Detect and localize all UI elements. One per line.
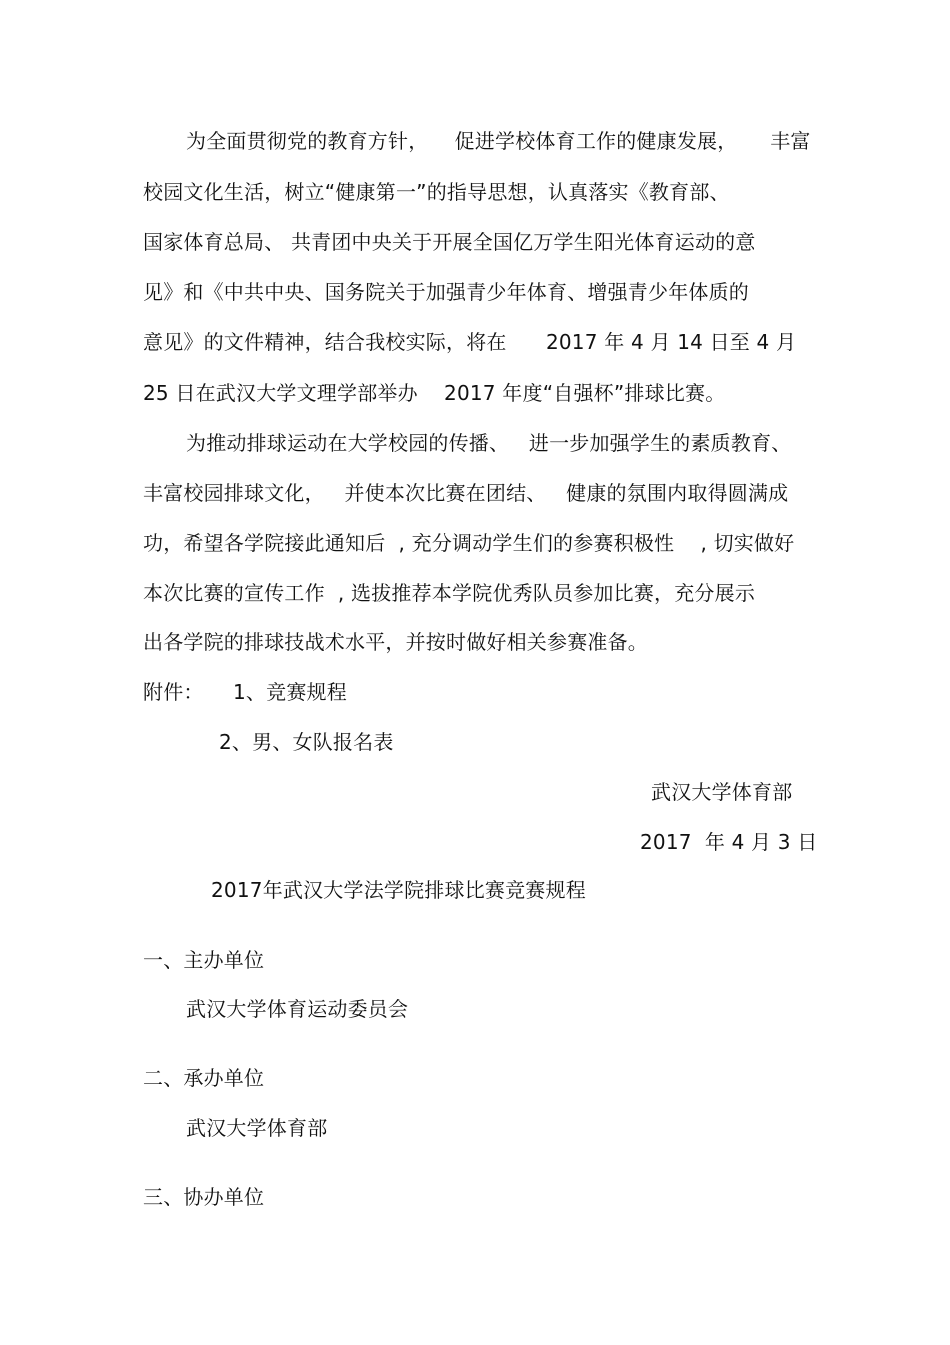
notice-paragraph1-line3: 国家体育总局、 共青团中央关于开展全国亿万学生阳光体育运动的意 <box>143 230 756 254</box>
section2-body: 武汉大学体育部 <box>186 1116 328 1140</box>
signature: 武汉大学体育部 <box>651 780 793 804</box>
rules-title: 2017年武汉大学法学院排球比赛竞赛规程 <box>211 878 586 902</box>
notice-paragraph2-line5: 出各学院的排球技战术水平，并按时做好相关参赛准备。 <box>143 630 648 654</box>
notice-paragraph2-line1: 为推动排球运动在大学校园的传播、 进一步加强学生的素质教育、 <box>186 431 792 455</box>
attachment-item-1: 1、竞赛规程 <box>233 680 347 704</box>
notice-paragraph2-line2: 丰富校园排球文化， 并使本次比赛在团结、 健康的氛围内取得圆满成 <box>143 481 789 505</box>
notice-paragraph1-line2: 校园文化生活，树立“健康第一”的指导思想，认真落实《教育部、 <box>143 180 730 204</box>
section1-heading: 一、主办单位 <box>143 948 265 972</box>
attachment-item-2: 2、男、女队报名表 <box>219 730 394 754</box>
notice-paragraph1-line5: 意见》的文件精神，结合我校实际，将在 2017 年 4 月 14 日至 4 月 <box>143 330 797 354</box>
notice-paragraph2-line3: 功，希望各学院接此通知后 , 充分调动学生们的参赛积极性 , 切实做好 <box>143 531 795 555</box>
notice-paragraph1-line1: 为全面贯彻党的教育方针， 促进学校体育工作的健康发展， 丰富 <box>186 129 811 153</box>
section3-heading: 三、协办单位 <box>143 1185 265 1209</box>
notice-paragraph1-line6: 25 日在武汉大学文理学部举办 2017 年度“自强杯”排球比赛。 <box>143 381 726 405</box>
section1-body: 武汉大学体育运动委员会 <box>186 997 409 1021</box>
notice-paragraph2-line4: 本次比赛的宣传工作 , 选拔推荐本学院优秀队员参加比赛，充分展示 <box>143 581 756 605</box>
notice-paragraph1-line4: 见》和《中共中央、国务院关于加强青少年体育、增强青少年体质的 <box>143 280 749 304</box>
notice-date: 2017 年 4 月 3 日 <box>640 830 818 854</box>
section2-heading: 二、承办单位 <box>143 1066 265 1090</box>
attachment-label: 附件： <box>143 680 204 704</box>
